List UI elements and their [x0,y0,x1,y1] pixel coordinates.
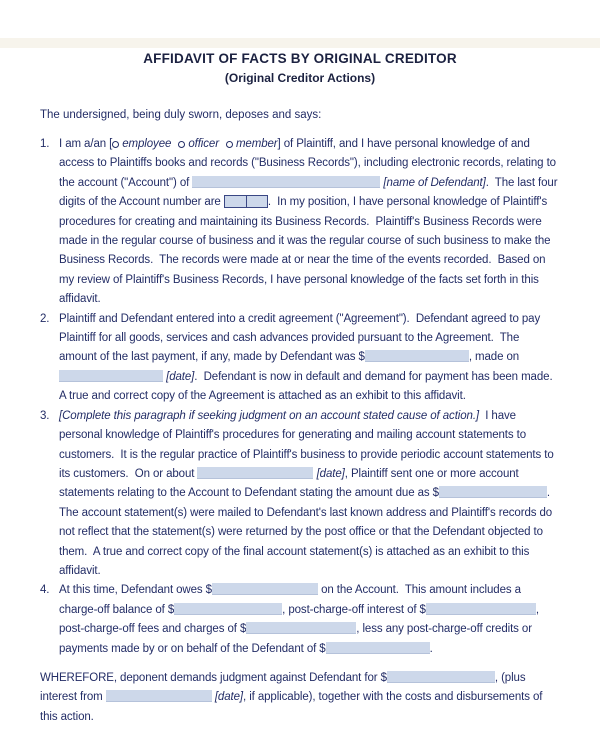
text-segment: At this time, Defendant owes $ [59,584,212,597]
text-segment: , (plus interest from [40,671,529,704]
document-title: AFFIDAVIT OF FACTS BY ORIGINAL CREDITOR [143,51,457,66]
italic-segment: [date] [166,370,195,383]
account-digit-cell[interactable] [225,196,246,207]
text-segment: I have personal knowledge of Plaintiff's procedures for generating and mailing account statements to customers. It is the regular practice of Plaintiff's business to provide periodic account statements to its customers. On or about [59,409,557,480]
blank-fill-in-field[interactable] [192,176,380,188]
italic-segment: [name of Defendant] [383,176,486,189]
account-number-digit-boxes[interactable] [224,195,268,208]
radio-option-officer[interactable] [178,138,219,150]
document-subtitle: (Original Creditor Actions) [224,71,376,85]
text-segment: . Defendant is now in default and demand for payment has been made. A true and correct copy of the Agreement is attached as an exhibit to this affidavit. [59,370,559,403]
text-segment: . In my position, I have personal knowledge of Plaintiff's procedures for creating and maintaining its Business Records. Plaintiff's Business Records were made in the regular course of business and it was the regular course of such business to make the Business Records. The records were made at or near the time of the events recorded. Based on my review of Plaintiff's Business Records, I have personal knowledge of the facts set forth in this affidavit. [59,196,554,306]
intro-paragraph: The undersigned, being duly sworn, deposes and says: [40,109,322,121]
numbered-list-item [40,581,560,659]
italic-segment: [date] [316,467,345,480]
text-segment: on the Account. This amount includes a charge-off balance of $ [59,584,525,616]
blank-fill-in-field[interactable] [106,690,212,702]
radio-option-member[interactable] [226,138,278,150]
text-segment: , made on [468,351,523,364]
radio-button-icon[interactable] [112,141,119,148]
italic-segment: [Complete this paragraph if seeking judgment on an account stated cause of action.] [59,409,480,422]
text-segment: Plaintiff and Defendant entered into a credit agreement ("Agreement"). Defendant agreed to pay Plaintiff for all goods, services and cash advances provided pursuant to the Agreement. The amount of the last payment, if any, made by Defendant was $ [59,312,544,364]
text-segment: WHEREFORE, deponent demands judgment against Defendant for $ [40,671,387,684]
blank-fill-in-field[interactable] [326,642,430,654]
radio-option-label: employee [122,138,172,150]
blank-fill-in-field[interactable] [174,603,282,615]
item-number: 2. [40,312,50,325]
account-digit-cell[interactable] [246,196,267,207]
radio-option-group [112,138,277,150]
radio-option-label: officer [188,138,219,150]
blank-fill-in-field[interactable] [439,486,547,498]
item-number: 4. [40,584,50,597]
closing-paragraph [40,669,560,727]
item-number: 3. [40,409,50,422]
text-segment: . The last four digits of the Account number are [59,176,561,209]
blank-fill-in-field[interactable] [59,370,163,382]
numbered-list-item [40,135,560,310]
blank-fill-in-field[interactable] [426,603,536,615]
text-segment: ] of Plaintiff, and I have personal knowledge of and access to Plaintiffs books and records ("Business Records"), including electronic records, relating to the account ("Account") of [59,138,560,189]
blank-fill-in-field[interactable] [387,671,495,683]
numbered-list-item [40,310,560,407]
numbered-list-item [40,407,560,582]
text-segment: , if applicable), together with the costs and disbursements of this action. [40,691,546,723]
text-segment: . The account statement(s) were mailed to Defendant's last known address and Plaintiff's records do not reflect that the statement(s) were returned by the post office or that the Defendant objected to them. A true and correct copy of the final account statement(s) is attached as an exhibit to this affidavit. [59,487,557,577]
item-number: 1. [40,138,50,150]
text-segment: , Plaintiff sent one or more account statements relating to the Account to Defendant stating the amount due as $ [59,467,522,500]
text-segment: . [429,642,433,655]
blank-fill-in-field[interactable] [365,350,469,362]
text-segment: I am a/an [ [59,138,113,150]
blank-fill-in-field[interactable] [246,622,356,634]
radio-button-icon[interactable] [226,141,233,148]
blank-fill-in-field[interactable] [197,467,313,479]
numbered-paragraph-list [40,135,560,659]
text-segment: , less any post-charge-off credits or payments made by or on behalf of the Defendant of $ [59,623,536,655]
text-segment: , post-charge-off fees and charges of $ [59,603,543,636]
radio-button-icon[interactable] [178,141,185,148]
radio-option-employee[interactable] [112,138,171,150]
blank-fill-in-field[interactable] [212,583,318,595]
italic-segment: [date] [214,691,243,704]
radio-option-label: member [235,138,278,150]
text-segment: , post-charge-off interest of $ [282,603,426,616]
